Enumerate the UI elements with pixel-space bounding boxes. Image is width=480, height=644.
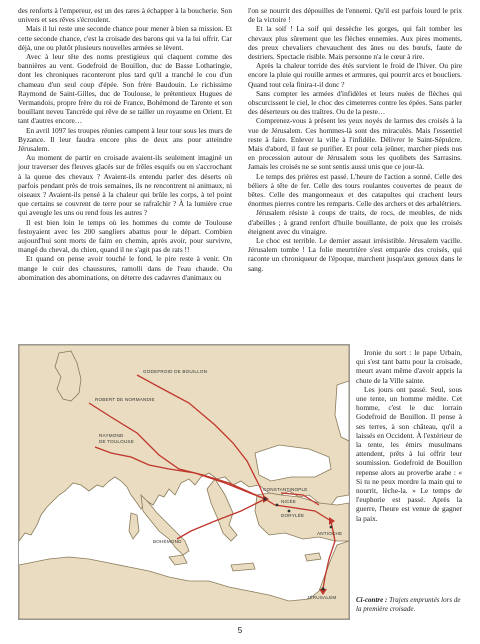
label-constantinople: CONSTANTINOPLE xyxy=(263,487,308,492)
label-nicee: NICÉE xyxy=(281,499,297,504)
paragraph: Jérusalem résiste à coups de traits, de rocs, de meubles, de nids d'abeilles ; à grand renfort d'huile bouillante, de poix que les croisés éteignent avec du vinaigre. xyxy=(248,208,462,236)
map-caption xyxy=(356,596,464,613)
paragraph: Comprenez-vous à présent les yeux noyés de larmes des croisés à la vue de Jérusalem. Ces hommes-là sont des miraculés. Mais l'essentiel reste à faire. Enlever la ville à l'infidèle. Délivrer le Saint-Sépulcre. Mais d'abord, il faut se purifier. Et pour cela jeûner, marcher pieds nus en procession autour de Jérusalem sous les quolibets des Sarrasins. Jamais les croisés ne se sont sentis aussi unis que ce jour-là. xyxy=(248,116,462,172)
right-column xyxy=(248,6,462,273)
paragraph: En avril 1097 les troupes réunies campent à leur tour sous les murs de Byzance. Il leur faudra encore plus de deux ans pour atteindre Jérusalem. xyxy=(18,125,232,154)
page-number: 5 xyxy=(237,626,243,635)
city-dot-jerusalem xyxy=(321,587,324,590)
city-dot-dorylee xyxy=(288,510,291,513)
crusade-route-map xyxy=(18,344,350,620)
label-bohemond: BOHÉMOND xyxy=(153,539,182,544)
paragraph: Au moment de partir en croisade avaient-ils seulement imaginé un jour traverser des fleuves glacés sur de frêles esquifs ou en s'accrochant à la queue des chevaux ? Avaient-ils entendu parler des déserts où parfois pendant près de trois semaines, ils ne rencontrent ni animaux, ni oiseaux ? Avaient-ils pensé à la chaleur qui brûle les corps, à tel point que certains se couvrent de terre pour se rafraîchir ? À la lumière crue qui aveugle les uns ou rend fous les autres ? xyxy=(18,153,232,218)
label-godefroid: GODEFROID DE BOUILLON xyxy=(143,369,208,374)
paragraph: Il est bien loin le temps où les hommes du comte de Toulouse festoyaient avec les 200 sangliers abattus pour le départ. Combien aujourd'hui sont morts de faim en chemin, après avoir, pour survivre, mangé du cheval, du chien, quand il ne s'agit pas de rats !! xyxy=(18,217,232,255)
paragraph: Le choc est terrible. Le dernier assaut irrésistible. Jérusalem vacille. Jérusalem tombe ! La folie meurtrière s'est emparée des croisés, qui raconte un chroniqueur de l'époque, marchent jusqu'aux genoux dans le sang. xyxy=(248,236,462,273)
paragraph: Le temps des prières est passé. L'heure de l'action a sonné. Celle des béliers à tête de fer. Celle des tours roulantes couvertes de peaux de bêtes. Celle des mangonneaux et des catapultes qui crachent leurs énormes pierres contre les remparts. Celle des archers et des arbalétriers. xyxy=(248,171,462,209)
label-dorylee: DORYLÉE xyxy=(281,513,305,518)
left-column xyxy=(18,6,232,282)
paragraph: Et quand on pense avoir touché le fond, le pire reste à venir. On mange le cuir des chaussures, ramolli dans de l'eau chaude. Ou abomination des abominations, on déterre des cadavres d'animaux ou xyxy=(18,254,232,282)
paragraph: l'on se nourrit des dépouilles de l'ennemi. Qu'il est parfois lourd le prix de la victoire ! xyxy=(248,6,462,25)
city-dot-constantinople xyxy=(263,497,266,500)
paragraph: Mais il lui reste une seconde chance pour mener à bien sa mission. Et cette seconde chance, c'est la croisade des barons qui va la lui offrir. Car déjà, une ou plutôt plusieurs nouvelles armées se lèvent. xyxy=(18,24,232,52)
caption-text: Trajets empruntés lors de la première croisade. xyxy=(356,596,461,613)
paragraph: Et la soif ! La soif qui dessèche les gorges, qui fait tomber les chevaux plus sûrement que les flèches ennemies. Aux pires moments, des preux chevaliers chevauchent des ânes ou des bœufs, faute de destriers. Spectacle risible. Mais personne n'a le cœur à rire. xyxy=(248,24,462,62)
label-robert: ROBERT DE NORMANDIE xyxy=(95,397,155,402)
label-raymond-line1: RAYMOND xyxy=(99,433,124,438)
paragraph: Ironie du sort : le pape Urbain, qui s'est tant battu pour la croisade, meurt avant même d'avoir appris la chute de la Ville sainte. xyxy=(356,348,462,385)
side-column xyxy=(356,348,462,523)
paragraph: Sans compter les armées d'infidèles et leurs nuées de flèches qui obscurcissent le ciel, le choc des cimeterres contre les épées. Sans parler des déserteurs ou des traîtres. Ou de la peste… xyxy=(248,88,462,117)
label-antioche: ANTIOCHE xyxy=(317,531,343,536)
label-raymond-line2: DE TOULOUSE xyxy=(99,439,134,444)
paragraph: Avec à leur tête des noms prestigieux qui claquent comme des bannières au vent. Godefroid de Bouillon, duc de Basse Lotharingie, dont les chroniques raconteront plus tard qu'il a tranché le cou d'un chameau d'un seul coup d'épée. Son frère Baudouin. Le richissime Raymond de Saint-Gilles, duc de Toulouse, le prétentieux Hugues de Vermandois, propre frère du roi de France, Bohémond de Tarente et son bouillant neveu Tancrède qui rêve de se tailler un royaume en Orient. Et tant d'autres encore… xyxy=(18,52,232,126)
map-svg xyxy=(19,345,349,619)
paragraph: Après la chaleur torride des étés survient le froid de l'hiver. Ou pire encore la pluie qui rouille armes et armures, qui pourrit arcs et boucliers. Quand tout cela finira-t-il donc ? xyxy=(248,61,462,89)
paragraph: des renforts à l'empereur, est un des rares à échapper à la boucherie. Son univers et ses rêves s'écroulent. xyxy=(18,6,232,25)
city-dot-antioche xyxy=(330,526,333,529)
paragraph: Les jours ont passé. Seul, sous une tente, un homme médite. Cet homme, c'est le duc lorrain Godefroid de Bouillon. Il pense à ses terres, à son château, qu'il a laissés en Occident. À l'extérieur de la tente, les émirs musulmans attendent, prêts à lui offrir leur soumission. Godefroid de Bouillon repense alors au proverbe arabe : « Si tu ne peux mordre la main qui te nourrit, lèche-la. » Le temps de l'euphorie est passé. Après la guerre, l'heure est venue de gagner la paix. xyxy=(356,384,462,523)
city-dot-nicee xyxy=(276,504,279,507)
label-jerusalem: JÉRUSALEM xyxy=(307,595,337,600)
caption-lead: Ci-contre : xyxy=(356,596,388,604)
